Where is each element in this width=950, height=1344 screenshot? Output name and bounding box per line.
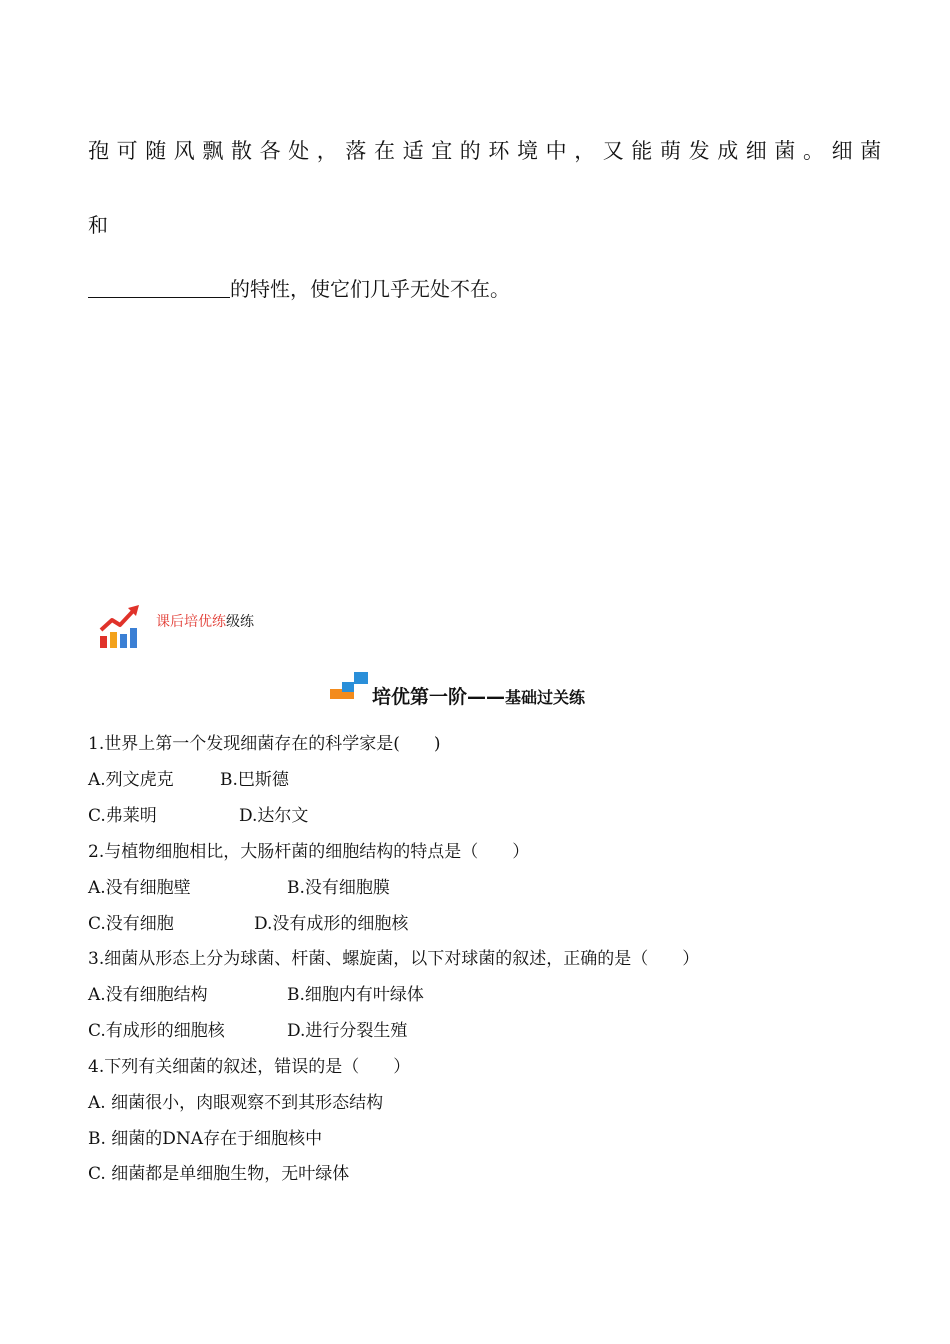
question-1-option-b[interactable]: B.巴斯德 <box>220 770 289 790</box>
question-2-option-d[interactable]: D.没有成形的细胞核 <box>254 914 409 934</box>
question-1-option-d[interactable]: D.达尔文 <box>239 806 309 826</box>
question-4-option-b[interactable]: B. 细菌的DNA存在于细胞核中 <box>88 1129 323 1149</box>
intro-line-3-text: 的特性，使它们几乎无处不在。 <box>230 277 510 301</box>
intro-line-1: 孢可随风飘散各处，落在适宜的环境中，又能萌发成细菌。细菌 <box>88 139 889 163</box>
section-label <box>156 611 254 631</box>
question-1-option-c[interactable]: C.弗莱明 <box>88 806 157 826</box>
stairs-icon <box>328 669 370 703</box>
tier-title-big: 培优第一阶—— <box>372 686 506 708</box>
question-1-option-a[interactable]: A.列文虎克 <box>88 770 174 790</box>
question-4-option-a[interactable]: A. 细菌很小，肉眼观察不到其形态结构 <box>88 1093 384 1113</box>
question-2-option-b[interactable]: B.没有细胞膜 <box>287 878 390 898</box>
intro-line-2: 和 <box>88 213 108 237</box>
section-label-black: 级练 <box>226 614 254 630</box>
question-3-option-b[interactable]: B.细胞内有叶绿体 <box>287 985 424 1005</box>
answer-blank[interactable] <box>88 275 230 298</box>
tier-title-text <box>372 682 585 709</box>
question-3-stem: 3.细菌从形态上分为球菌、杆菌、螺旋菌，以下对球菌的叙述，正确的是（ ） <box>88 949 700 969</box>
question-4-stem: 4.下列有关细菌的叙述，错误的是（ ） <box>88 1057 411 1077</box>
question-2-option-a[interactable]: A.没有细胞壁 <box>88 878 191 898</box>
question-3-option-d[interactable]: D.进行分裂生殖 <box>287 1021 408 1041</box>
section-label-red: 课后培优练 <box>156 614 226 630</box>
question-4-option-c[interactable]: C. 细菌都是单细胞生物，无叶绿体 <box>88 1164 350 1184</box>
intro-line-3 <box>88 274 510 304</box>
question-1-stem: 1.世界上第一个发现细菌存在的科学家是( ) <box>88 734 441 754</box>
growth-chart-icon <box>98 604 142 650</box>
question-3-option-a[interactable]: A.没有细胞结构 <box>88 985 208 1005</box>
question-2-stem: 2.与植物细胞相比，大肠杆菌的细胞结构的特点是（ ） <box>88 842 530 862</box>
question-2-option-c[interactable]: C.没有细胞 <box>88 914 174 934</box>
question-3-option-c[interactable]: C.有成形的细胞核 <box>88 1021 225 1041</box>
tier-title-small: 基础过关练 <box>505 688 586 707</box>
